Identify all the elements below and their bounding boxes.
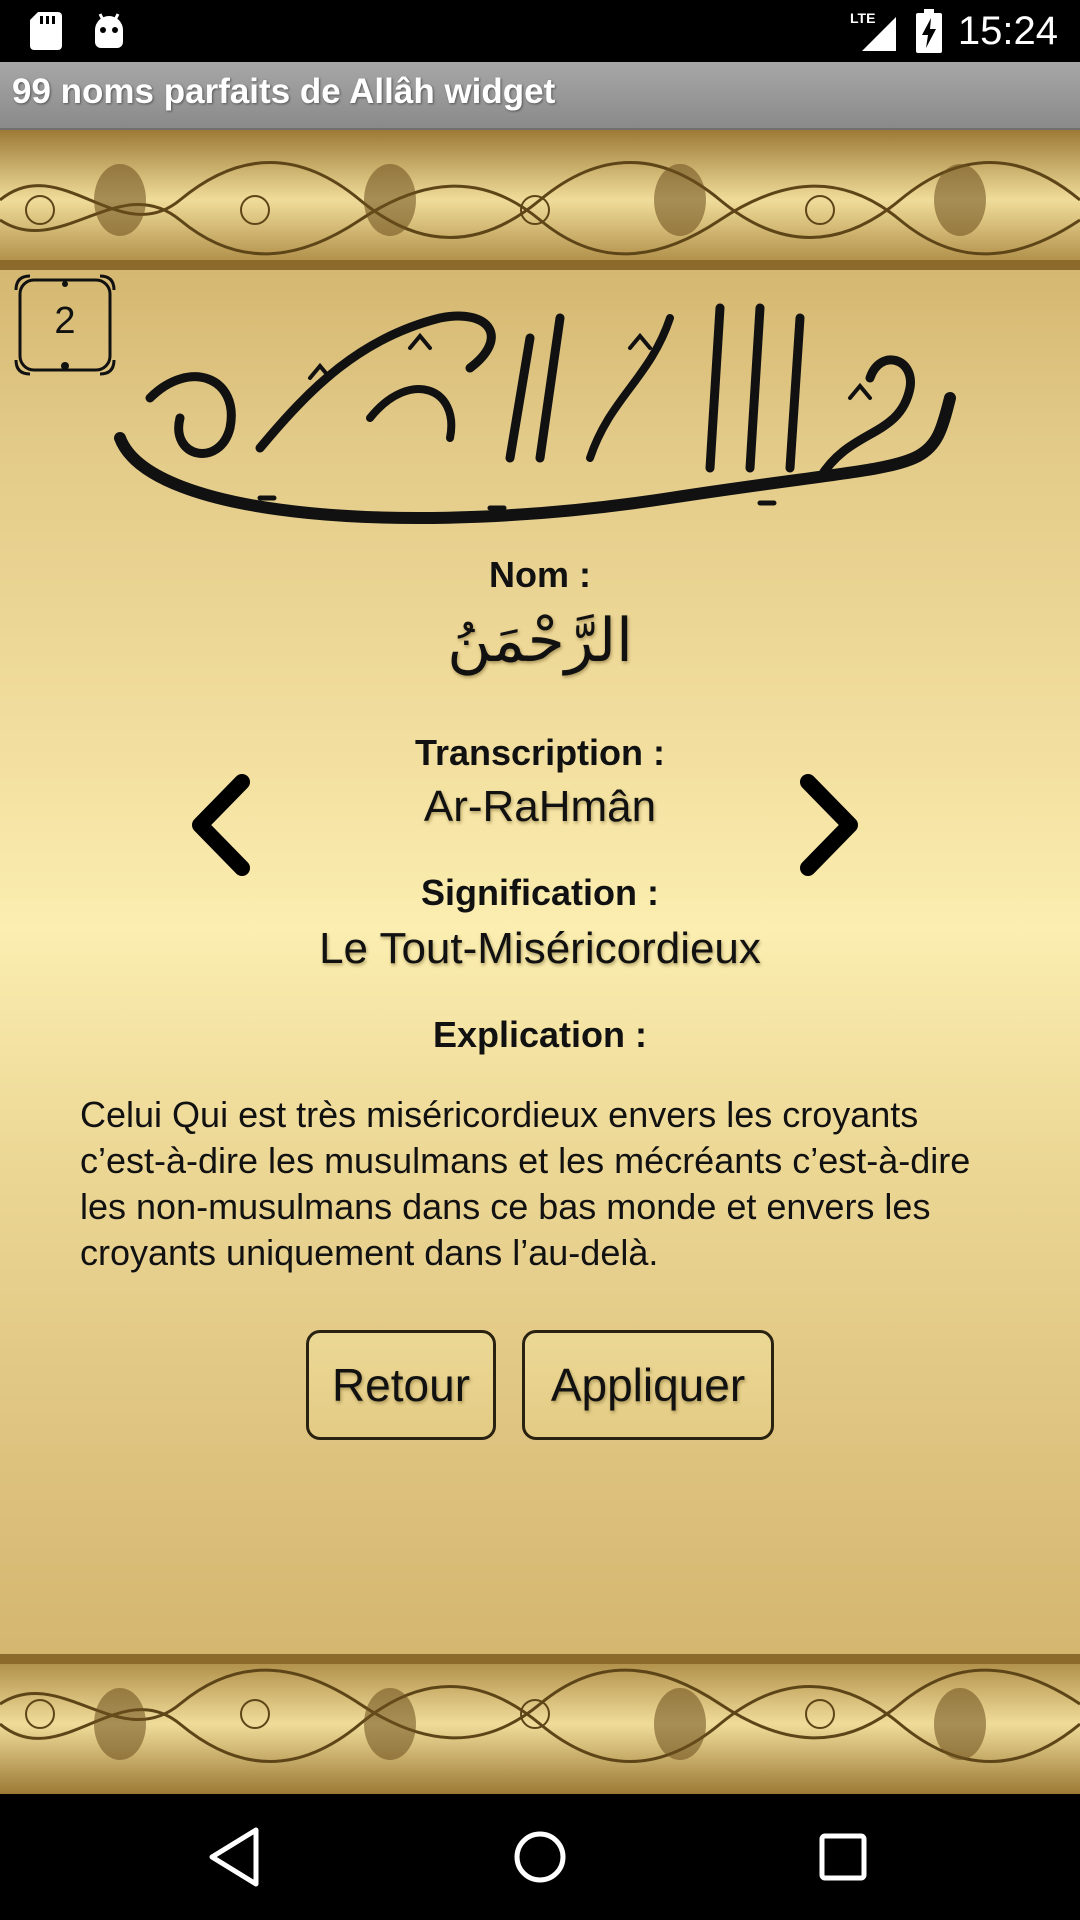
action-bar bbox=[0, 62, 1080, 130]
signification-value: Le Tout-Miséricordieux bbox=[319, 924, 761, 973]
transcription-value: Ar-RaHmân bbox=[423, 782, 657, 831]
app-title: 99 noms parfaits de Allâh widget bbox=[12, 72, 556, 111]
explication-label: Explication : bbox=[432, 1014, 648, 1055]
previous-name-button[interactable] bbox=[180, 770, 260, 880]
floral-ornament-bottom bbox=[0, 1654, 1080, 1794]
retour-button[interactable]: Retour bbox=[306, 1330, 496, 1440]
status-bar bbox=[0, 0, 1080, 62]
sd-card-icon bbox=[30, 12, 62, 50]
explication-text: Celui Qui est très miséricordieux envers les croyants c’est-à-dire les musulmans et les mécréants c’est-à-dire les non-musulmans dans ce bas monde et envers les croyants uniquement dans l’au-delà. bbox=[80, 1094, 971, 1273]
battery-charging-icon bbox=[916, 9, 942, 53]
appliquer-button[interactable]: Appliquer bbox=[522, 1330, 774, 1440]
back-icon[interactable] bbox=[196, 1824, 276, 1890]
transcription-label: Transcription : bbox=[414, 732, 666, 773]
next-name-button[interactable] bbox=[790, 770, 870, 880]
android-icon bbox=[92, 12, 126, 50]
main-content bbox=[0, 130, 1080, 1794]
name-counter bbox=[14, 274, 116, 376]
signal-icon bbox=[850, 9, 900, 53]
basmala-calligraphy bbox=[110, 278, 970, 528]
svg-text:LTE: LTE bbox=[849, 10, 876, 26]
floral-ornament-top bbox=[0, 130, 1080, 270]
arabic-name: الرَّحْمَنُ bbox=[447, 606, 633, 676]
system-navigation-bar bbox=[0, 1794, 1080, 1920]
counter-number: 2 bbox=[54, 300, 76, 342]
home-icon[interactable] bbox=[500, 1824, 580, 1890]
signification-label: Signification : bbox=[421, 872, 659, 913]
status-time: 15:24 bbox=[957, 9, 1058, 53]
nom-label: Nom : bbox=[489, 554, 591, 595]
recents-icon[interactable] bbox=[804, 1824, 884, 1890]
